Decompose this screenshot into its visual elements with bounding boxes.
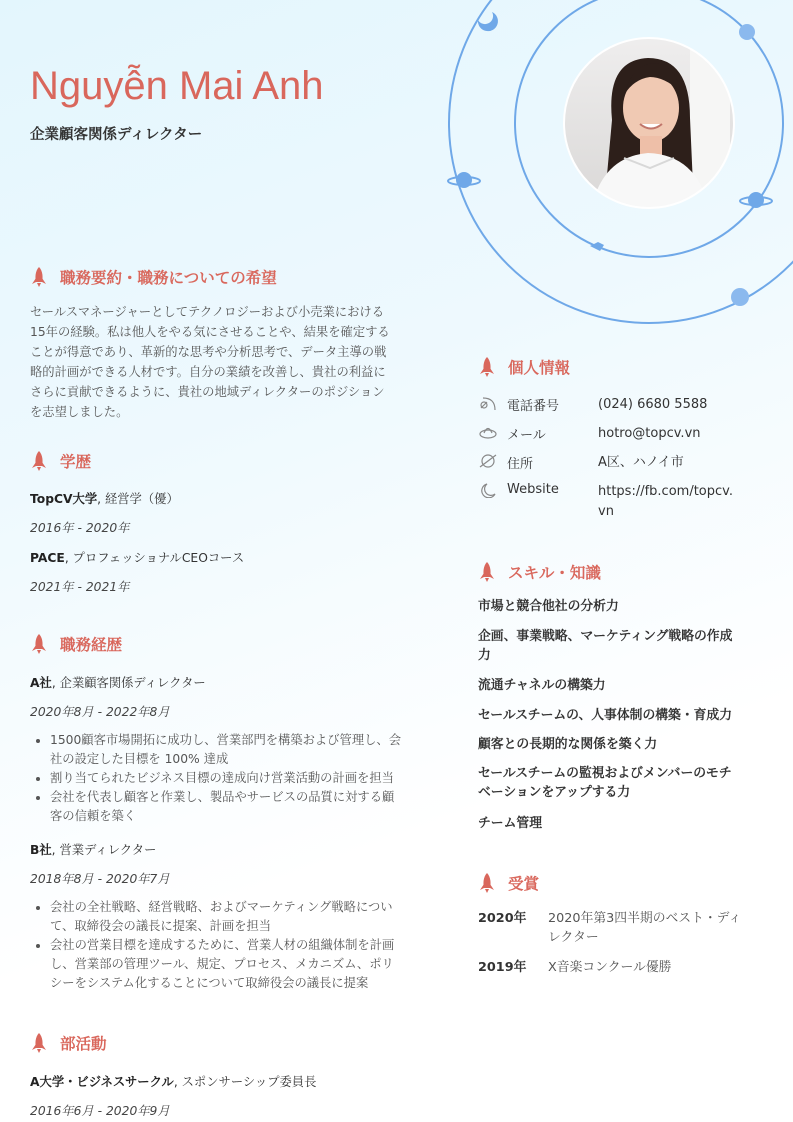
info-row-address — [478, 453, 738, 482]
education-date: 2021年 - 2021年 — [30, 580, 130, 594]
info-value: hotro@topcv.vn — [598, 426, 701, 441]
job-title: 企業顧客関係ディレクター — [30, 127, 203, 143]
mail-icon — [478, 424, 498, 440]
section-title: スキル・知識 — [508, 564, 601, 582]
skill-item: セールスチームの監視およびメンバーのモチ ベーションをアップする力 — [478, 766, 732, 800]
list-item: • 会社の営業目標を達成するために、営業人材の組織体制を計画 し、営業部の管理ツール、規定、プロセス、メカニズム、ポリ シーをシステム化することについて取締役会の議長に提案 — [50, 936, 460, 993]
section-title: 学歴 — [60, 453, 92, 471]
education-entry: TopCV大学, 経営学（優） — [30, 492, 179, 506]
rocket-icon — [30, 450, 48, 472]
section-title: 受賞 — [508, 875, 540, 893]
job-bullets — [30, 731, 460, 826]
objective-section — [30, 265, 450, 422]
candidate-name: Nguyễn Mai Anh — [30, 64, 324, 108]
skills-section — [478, 560, 768, 831]
section-title: 職務要約・職務についての希望 — [60, 269, 277, 287]
award-year: 2019年 — [478, 960, 527, 975]
info-row-website — [478, 482, 738, 526]
award-text: X音楽コンクール優勝 — [548, 960, 672, 975]
list-item: • 割り当てられたビジネス目標の達成向け営業活動の計画を担当 — [50, 769, 460, 788]
list-item: • 会社を代表し顧客と作業し、製品やサービスの品質に対する顧 客の信頼を築く — [50, 788, 460, 826]
section-title: 職務経歴 — [60, 636, 123, 654]
location-icon — [478, 453, 498, 469]
job-entry: A社, 企業顧客関係ディレクター — [30, 676, 206, 690]
job-entry: B社, 営業ディレクター — [30, 843, 157, 857]
list-item: • 会社の全社戦略、経営戦略、およびマーケティング戦略につい て、取締役会の議長に提案、計画を担当 — [50, 898, 460, 936]
phone-icon — [478, 395, 498, 411]
education-date: 2016年 - 2020年 — [30, 521, 130, 535]
job-date: 2018年8月 - 2020年7月 — [30, 872, 170, 886]
rocket-icon — [30, 1032, 48, 1054]
skill-item: 流通チャネルの構築力 — [478, 678, 606, 693]
planet-dot — [739, 24, 755, 40]
award-item — [478, 909, 758, 947]
rocket-icon — [478, 356, 496, 378]
award-year: 2020年 — [478, 911, 527, 926]
job-date: 2020年8月 - 2022年8月 — [30, 705, 170, 719]
website-icon — [478, 482, 498, 498]
activity-entry: A大学・ビジネスサークル, スポンサーシップ委員長 — [30, 1075, 317, 1089]
info-value: (024) 6680 5588 — [598, 397, 708, 412]
skill-item: 市場と競合他社の分析力 — [478, 599, 619, 614]
rocket-icon — [478, 872, 496, 894]
education-section — [30, 449, 450, 594]
saturn-icon — [448, 172, 480, 188]
skill-item: 企画、事業戦略、マーケティング戦略の作成 力 — [478, 629, 733, 663]
personal-info-section — [478, 355, 768, 519]
awards-section — [478, 871, 768, 975]
objective-text: セールスマネージャーとしてテクノロジーおよび小売業における 15年の経験。私は他人をやる気にさせることや、結果を確定する ことが得意であり、革新的な思考や分析思考で、データ主導の戦 略的計画ができる人材です。自分の業績を改善し、貴社の利益に さらに貢献できるように、貴社の地域ディレクターのポジション を志望しました。 — [30, 305, 390, 419]
education-entry: PACE, プロフェッショナルCEOコース — [30, 551, 245, 565]
info-row-email — [478, 424, 738, 453]
saturn-icon — [740, 192, 772, 208]
activities-section — [30, 1031, 450, 1118]
info-label: 住所 — [507, 457, 534, 472]
job-bullets — [30, 898, 460, 993]
section-title: 部活動 — [60, 1035, 107, 1053]
section-title: 個人情報 — [508, 359, 571, 377]
rocket-icon — [478, 561, 496, 583]
activity-date: 2016年6月 - 2020年9月 — [30, 1104, 170, 1118]
rocket-icon — [30, 633, 48, 655]
skill-item: 顧客との長期的な関係を築く力 — [478, 737, 658, 752]
info-row-phone — [478, 395, 738, 424]
info-label: 電話番号 — [507, 399, 560, 414]
rocket-icon — [30, 266, 48, 288]
list-item: • 1500顧客市場開拓に成功し、営業部門を構築および管理し、会 社の設定した目標を 100% 達成 — [50, 731, 460, 769]
award-item — [478, 958, 758, 977]
info-label: メール — [507, 428, 546, 443]
info-label: Website — [507, 482, 559, 497]
info-value: https://fb.com/topcv. vn — [598, 484, 733, 519]
skill-item: チーム管理 — [478, 816, 542, 831]
skill-item: セールスチームの、人事体制の構築・育成力 — [478, 708, 733, 723]
experience-section — [30, 632, 460, 990]
info-value: A区、ハノイ市 — [598, 455, 684, 470]
avatar — [560, 35, 740, 215]
planet-dot — [731, 288, 749, 306]
personal-info-list — [478, 395, 738, 526]
award-text: 2020年第3四半期のベスト・ディ レクター — [548, 911, 742, 945]
